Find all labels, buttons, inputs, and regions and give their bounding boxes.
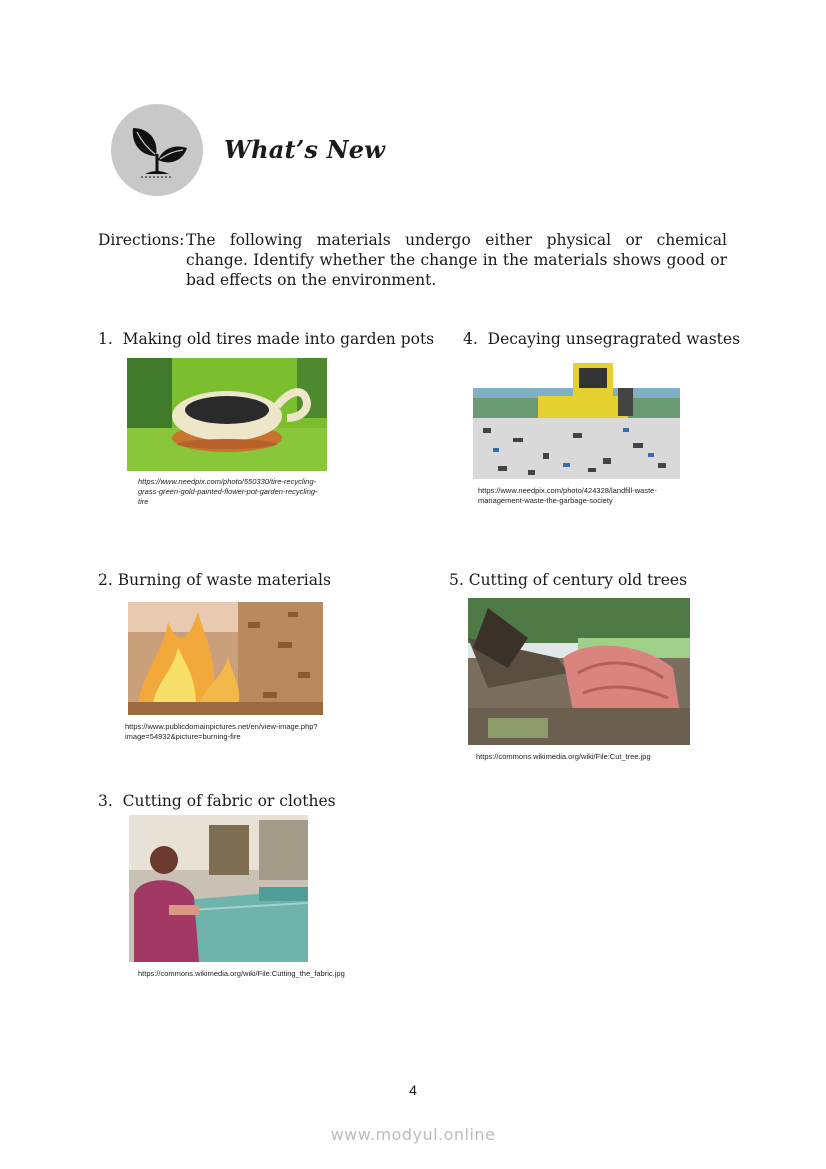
item-4-title: 4. Decaying unsegragrated wastes <box>463 330 741 348</box>
item-5-caption: https://commons.wikimedia.org/wiki/File:Cut_tree.jpg <box>476 752 651 761</box>
item-3-photo <box>129 815 308 962</box>
item-2-caption: https://www.publicdomainpictures.net/en/view-image.php?image=54932&picture=burning-fire <box>125 722 318 741</box>
item-1-caption: https://www.needpix.com/photo/550330/tire-recycling-grass-green-gold-painted-flower-pot-garden-recycling-tire <box>138 477 318 506</box>
section-title: What’s New <box>224 135 386 164</box>
page-number: 4 <box>409 1082 417 1098</box>
cut-tree-image <box>468 598 690 745</box>
item-3-caption: https://commons.wikimedia.org/wiki/File:Cutting_the_fabric.jpg <box>138 969 345 978</box>
directions-text: The following materials undergo either physical or chemical change. Identify whether the change in the materials shows good or bad effects on the environment. <box>186 231 727 289</box>
item-3-title: 3. Cutting of fabric or clothes <box>98 792 336 810</box>
landfill-image <box>473 358 680 479</box>
item-2-photo <box>128 602 323 715</box>
cutting-fabric-image <box>129 815 308 962</box>
directions-label: Directions: <box>98 231 185 249</box>
item-4-photo <box>473 358 680 479</box>
plant-sprout-icon <box>111 104 203 196</box>
section-icon-badge <box>111 104 203 196</box>
burning-leaves-image <box>128 602 323 715</box>
item-5-photo <box>468 598 690 745</box>
item-5-title: 5. Cutting of century old trees <box>449 571 688 589</box>
tire-planter-image <box>127 358 327 471</box>
watermark: www.modyul.online <box>330 1125 496 1144</box>
item-1-title: 1. Making old tires made into garden pots <box>98 330 435 348</box>
item-2-title: 2. Burning of waste materials <box>98 571 331 589</box>
item-1-photo <box>127 358 327 471</box>
item-4-caption: https://www.needpix.com/photo/424328/landfill-waste-management-waste-the-garbage-society <box>478 486 657 505</box>
